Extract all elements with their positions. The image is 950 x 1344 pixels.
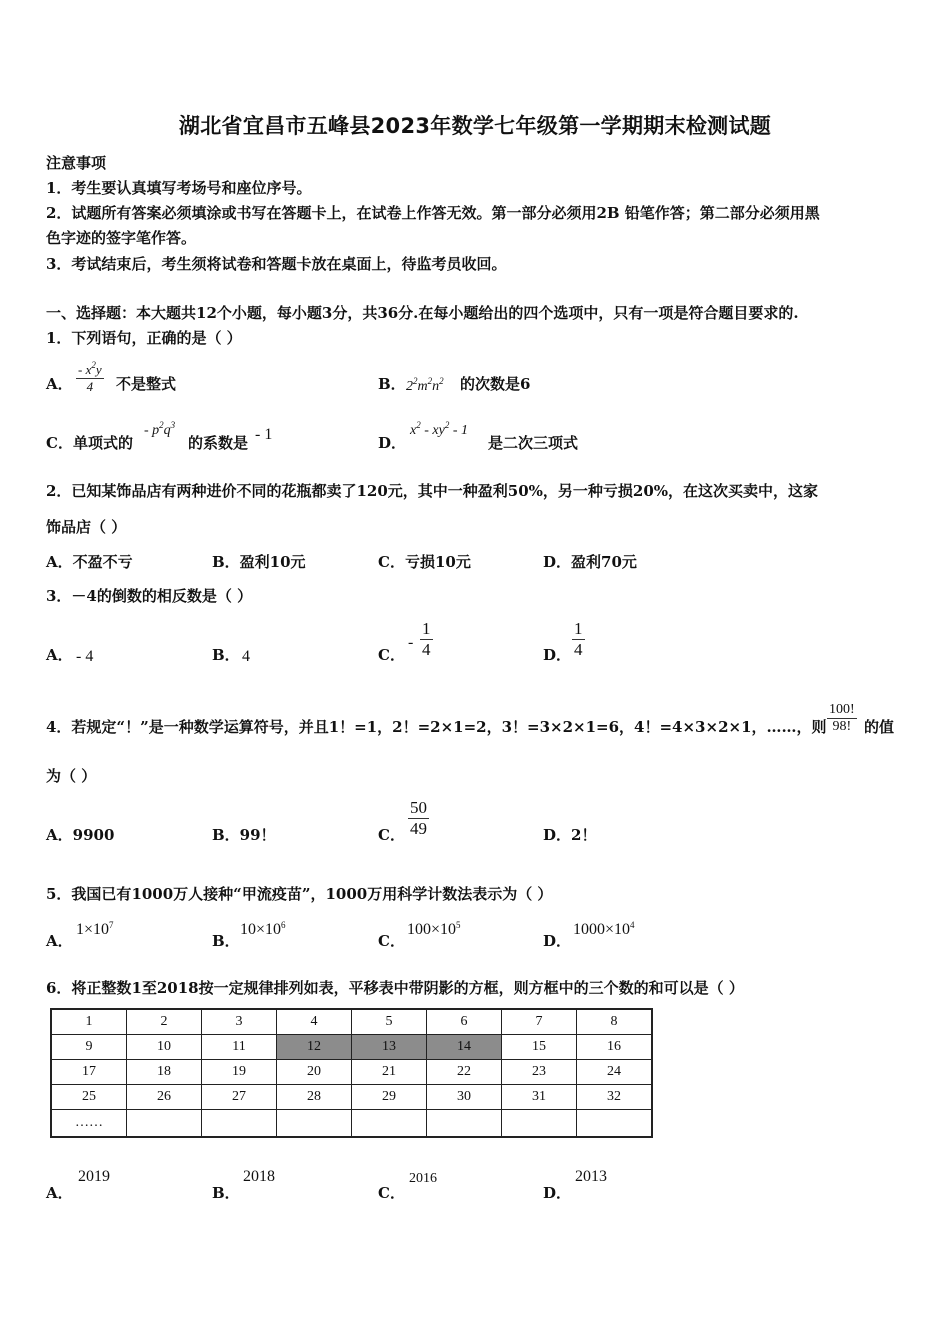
table-cell: 27 — [202, 1085, 277, 1110]
table-row — [51, 1035, 652, 1060]
table-cell: 22 — [427, 1060, 502, 1085]
q1-option-b: B． — [378, 375, 406, 393]
q1-option-d: D． — [378, 434, 407, 452]
notice-item: 3．考试结束后，考生须将试卷和答题卡放在桌面上，待监考员收回。 — [46, 255, 507, 273]
q2-option-d: D．盈利70元 — [543, 553, 637, 571]
q3-d-fraction: $\frac{1}{4}$ — [574, 619, 583, 659]
table-cell — [127, 1110, 202, 1138]
question-6-stem: 6．将正整数1至2018按一定规律排列如表，平移表中带阴影的方框，则方框中的三个数的和可以是（ ） — [46, 979, 744, 997]
q6-option-c: C． — [378, 1184, 405, 1202]
question-3-stem: 3．－4的倒数的相反数是（ ） — [46, 587, 253, 605]
table-cell: 8 — [577, 1009, 653, 1035]
table-cell: 17 — [51, 1060, 127, 1085]
table-cell: 24 — [577, 1060, 653, 1085]
table-cell — [277, 1110, 352, 1138]
q6-option-a: A． — [46, 1184, 73, 1202]
q6-a-value: 2019 — [78, 1168, 110, 1185]
table-cell: 14 — [427, 1035, 502, 1060]
table-cell: 16 — [577, 1035, 653, 1060]
table-cell: 12 — [277, 1035, 352, 1060]
q5-c-value: $100\times 10^5$ — [407, 920, 461, 938]
q4-option-c: C． — [378, 826, 405, 844]
q3-c-sign: - — [408, 634, 414, 651]
table-row — [51, 1009, 652, 1035]
q1-c-text: 的系数是 — [188, 434, 249, 452]
q6-c-value: 2016 — [409, 1171, 437, 1186]
table-cell: 15 — [502, 1035, 577, 1060]
q1-b-expr: $2^2m^2n^2$ — [406, 376, 444, 394]
q4-fraction: $\frac{100!}{98!}$ — [829, 702, 855, 734]
table-cell: 30 — [427, 1085, 502, 1110]
q4-c-fraction: $\frac{50}{49}$ — [410, 798, 427, 838]
q4-option-b: B．99！ — [212, 826, 276, 844]
table-cell: 4 — [277, 1009, 352, 1035]
q3-option-d: D． — [543, 646, 572, 664]
question-5-stem: 5．我国已有1000万人接种“甲流疫苗”，1000万用科学计数法表示为（ ） — [46, 885, 553, 903]
q1-b-text: 的次数是6 — [460, 375, 531, 393]
table-cell: 7 — [502, 1009, 577, 1035]
notice-item: 2．试题所有答案必须填涂或书写在答题卡上，在试卷上作答无效。第一部分必须用2B 铅笔作答；第二部分必须用黑 — [46, 204, 820, 222]
table-cell: 1 — [51, 1009, 127, 1035]
notice-heading: 注意事项 — [46, 154, 107, 172]
question-4-stem: 4．若规定“！”是一种数学运算符号，并且1！=1，2！=2×1=2，3！=3×2×1=6，4！=4×3×2×1，……，则 — [46, 718, 827, 736]
q5-b-value: $10\times 10^6$ — [240, 920, 286, 938]
table-row — [51, 1085, 652, 1110]
q1-d-text: 是二次三项式 — [488, 434, 579, 452]
q2-option-c: C．亏损10元 — [378, 553, 471, 571]
number-table — [50, 1008, 653, 1138]
table-cell — [427, 1110, 502, 1138]
q1-a-fraction: $\frac{- x^2y}{4}$ — [78, 360, 102, 394]
q5-option-c: C． — [378, 932, 405, 950]
table-cell: 29 — [352, 1085, 427, 1110]
table-cell: 26 — [127, 1085, 202, 1110]
table-cell: 5 — [352, 1009, 427, 1035]
table-cell: 3 — [202, 1009, 277, 1035]
q4-option-d: D．2！ — [543, 826, 597, 844]
table-cell — [502, 1110, 577, 1138]
section-heading: 一、选择题：本大题共12个小题，每小题3分，共36分.在每小题给出的四个选项中，只有一项是符合题目要求的. — [46, 304, 799, 322]
table-cell: 21 — [352, 1060, 427, 1085]
table-cell: 6 — [427, 1009, 502, 1035]
table-cell: 31 — [502, 1085, 577, 1110]
question-4-stem-tail: 的值 — [864, 718, 895, 736]
q1-option-a: A． — [46, 375, 73, 393]
table-cell — [352, 1110, 427, 1138]
q5-option-b: B． — [212, 932, 240, 950]
table-cell: 9 — [51, 1035, 127, 1060]
q1-c-value: - 1 — [255, 426, 273, 443]
notice-item: 色字迹的签字笔作答。 — [46, 229, 197, 247]
q5-a-value: $1\times 10^7$ — [76, 920, 114, 938]
q3-option-a: A． — [46, 646, 73, 664]
table-cell: 32 — [577, 1085, 653, 1110]
q3-option-b: B． — [212, 646, 240, 664]
q2-option-b: B．盈利10元 — [212, 553, 306, 571]
table-cell: 11 — [202, 1035, 277, 1060]
q1-a-text: 不是整式 — [116, 375, 177, 393]
q6-b-value: 2018 — [243, 1168, 275, 1185]
table-cell: 13 — [352, 1035, 427, 1060]
table-cell: 23 — [502, 1060, 577, 1085]
table-row — [51, 1110, 652, 1138]
q6-d-value: 2013 — [575, 1168, 607, 1185]
question-2-stem: 2．已知某饰品店有两种进价不同的花瓶都卖了120元，其中一种盈利50%，另一种亏损20%，在这次买卖中，这家 — [46, 482, 819, 500]
table-cell: 19 — [202, 1060, 277, 1085]
page-title: 湖北省宜昌市五峰县2023年数学七年级第一学期期末检测试题 — [178, 114, 772, 138]
table-cell: 2 — [127, 1009, 202, 1035]
question-4-stem-cont: 为（ ） — [46, 767, 97, 785]
table-cell — [202, 1110, 277, 1138]
table-cell: 18 — [127, 1060, 202, 1085]
table-row — [51, 1060, 652, 1085]
question-1-stem: 1．下列语句，正确的是（ ） — [46, 329, 242, 347]
question-2-stem-cont: 饰品店（ ） — [46, 518, 127, 536]
table-cell: 28 — [277, 1085, 352, 1110]
q3-b-value: 4 — [242, 648, 250, 665]
q3-a-value: - 4 — [76, 648, 94, 665]
q6-option-b: B． — [212, 1184, 240, 1202]
q1-d-expr: $x^2 - xy^2 - 1$ — [410, 420, 468, 438]
q2-option-a: A．不盈不亏 — [46, 553, 133, 571]
table-cell: 25 — [51, 1085, 127, 1110]
q3-c-fraction: $\frac{1}{4}$ — [422, 619, 431, 659]
table-cell: …… — [51, 1110, 127, 1138]
q4-option-a: A．9900 — [46, 826, 115, 844]
q5-option-a: A． — [46, 932, 73, 950]
q1-option-c: C．单项式的 — [46, 434, 133, 452]
q6-option-d: D． — [543, 1184, 572, 1202]
q5-d-value: $1000\times 10^4$ — [573, 920, 635, 938]
table-cell: 20 — [277, 1060, 352, 1085]
q1-c-expr: - $p^2q^3$ — [144, 420, 176, 438]
table-cell — [577, 1110, 653, 1138]
q3-option-c: C． — [378, 646, 405, 664]
notice-item: 1．考生要认真填写考场号和座位序号。 — [46, 179, 312, 197]
q5-option-d: D． — [543, 932, 572, 950]
table-cell: 10 — [127, 1035, 202, 1060]
